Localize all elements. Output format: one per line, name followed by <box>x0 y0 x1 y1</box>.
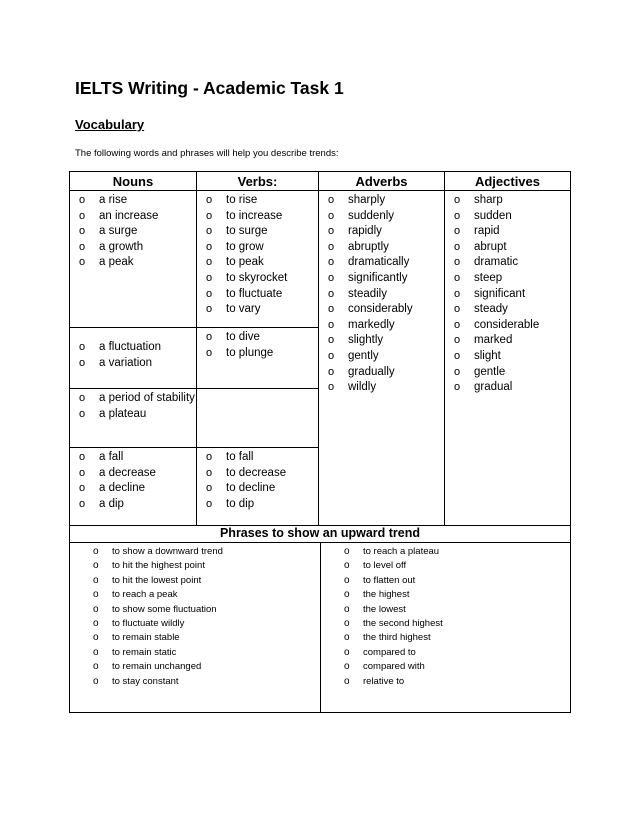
verbs-plunge-cell <box>197 328 319 389</box>
bullet-list <box>70 328 196 373</box>
bullet-list <box>70 448 196 514</box>
bullet-marker: o <box>206 497 213 510</box>
item-text: the third highest <box>363 632 431 644</box>
bullet-marker: o <box>344 546 350 557</box>
bullet-marker: o <box>206 209 213 222</box>
bullet-marker: o <box>93 661 99 673</box>
bullet-marker: o <box>454 381 461 394</box>
adjective-item <box>445 255 570 271</box>
item-text: to decline <box>226 482 276 495</box>
item-text: gently <box>348 349 379 362</box>
bullet-marker: o <box>454 303 461 316</box>
item-text: a peak <box>99 256 134 269</box>
bullet-marker: o <box>454 240 461 253</box>
item-text: a period of stability <box>99 392 195 404</box>
bullet-marker: o <box>328 381 335 394</box>
bullet-marker: o <box>454 334 461 347</box>
bullet-marker: o <box>344 618 350 630</box>
bullet-marker: o <box>328 318 335 331</box>
phrases-left-column <box>70 543 321 712</box>
bullet-marker: o <box>206 225 213 238</box>
noun-item <box>70 340 196 356</box>
item-text: compared to <box>363 646 416 658</box>
item-text: to dive <box>226 331 260 343</box>
bullet-marker: o <box>328 256 335 269</box>
item-text: a surge <box>99 225 138 238</box>
phrase-item <box>321 574 570 588</box>
bullet-marker: o <box>454 349 461 362</box>
bullet-marker: o <box>328 240 335 253</box>
phrase-item <box>321 675 570 689</box>
item-text: steady <box>474 303 508 316</box>
page-title: IELTS Writing - Academic Task 1 <box>75 78 344 98</box>
bullet-marker: o <box>206 451 213 463</box>
item-text: a fall <box>99 451 124 463</box>
item-text: to dip <box>226 497 255 510</box>
adjective-item <box>445 240 570 256</box>
item-text: rapid <box>474 225 500 238</box>
item-text: dramatically <box>348 256 410 269</box>
item-text: abrupt <box>474 240 507 253</box>
phrase-item <box>70 574 320 588</box>
bullet-marker: o <box>328 287 335 300</box>
item-text: to skyrocket <box>226 271 288 284</box>
bullet-marker: o <box>93 675 99 687</box>
item-text: the second highest <box>363 618 443 630</box>
item-text: considerable <box>474 318 540 331</box>
bullet-marker: o <box>454 194 461 206</box>
adjective-item <box>445 380 570 396</box>
noun-item <box>70 193 196 209</box>
noun-item <box>70 209 196 225</box>
item-text: the lowest <box>363 603 406 615</box>
bullet-marker: o <box>344 603 350 615</box>
bullet-marker: o <box>344 675 350 687</box>
bullet-marker: o <box>206 194 213 206</box>
item-text: to hit the lowest point <box>112 574 202 586</box>
phrase-item <box>70 631 320 645</box>
bullet-marker: o <box>79 392 86 404</box>
adjective-item <box>445 287 570 303</box>
verb-item <box>197 450 318 466</box>
item-text: to reach a plateau <box>363 546 440 557</box>
adverb-item <box>319 349 444 365</box>
item-text: a fluctuation <box>99 341 162 353</box>
adjective-item <box>445 224 570 240</box>
adjective-item <box>445 333 570 349</box>
adverb-item <box>319 193 444 209</box>
bullet-marker: o <box>79 225 86 238</box>
phrase-item <box>321 617 570 631</box>
item-text: a growth <box>99 240 144 253</box>
header-nouns: Nouns <box>70 172 197 191</box>
bullet-marker: o <box>328 194 335 206</box>
bullet-marker: o <box>454 365 461 378</box>
item-text: compared with <box>363 661 425 673</box>
item-text: a plateau <box>99 407 147 420</box>
noun-item <box>70 450 196 466</box>
adverb-item <box>319 209 444 225</box>
item-text: to hit the highest point <box>112 560 205 572</box>
verb-item <box>197 287 318 303</box>
bullet-marker: o <box>454 209 461 222</box>
verb-item <box>197 240 318 256</box>
verb-item <box>197 330 318 346</box>
vocabulary-table <box>69 171 571 713</box>
item-text: to plunge <box>226 346 274 359</box>
noun-item <box>70 240 196 256</box>
bullet-list <box>319 191 444 398</box>
adjective-item <box>445 193 570 209</box>
verb-item <box>197 255 318 271</box>
bullet-marker: o <box>454 271 461 284</box>
item-text: to grow <box>226 240 264 253</box>
bullet-marker: o <box>344 646 350 658</box>
noun-item <box>70 466 196 482</box>
adverb-item <box>319 380 444 396</box>
item-text: to fluctuate wildly <box>112 618 185 630</box>
phrase-item <box>321 603 570 617</box>
item-text: a variation <box>99 356 153 369</box>
item-text: sharply <box>348 194 386 206</box>
section-heading: Vocabulary <box>75 117 145 132</box>
verb-item <box>197 466 318 482</box>
item-text: a rise <box>99 194 128 206</box>
bullet-list <box>445 191 570 398</box>
adjective-item <box>445 302 570 318</box>
adjective-item <box>445 318 570 334</box>
intro-text: The following words and phrases will help you describe trends: <box>75 148 339 159</box>
item-text: to remain stable <box>112 632 180 644</box>
bullet-marker: o <box>79 407 86 420</box>
item-text: to stay constant <box>112 675 179 687</box>
bullet-marker: o <box>454 225 461 238</box>
adjective-item <box>445 209 570 225</box>
verb-item <box>197 497 318 513</box>
item-text: suddenly <box>348 209 395 222</box>
adverb-item <box>319 318 444 334</box>
verbs-empty-cell <box>197 389 319 448</box>
bullet-list <box>321 543 570 689</box>
phrases-right-column <box>321 543 570 712</box>
item-text: the highest <box>363 589 410 601</box>
verbs-rise-cell <box>197 191 319 328</box>
item-text: to reach a peak <box>112 589 178 601</box>
noun-item <box>70 356 196 372</box>
noun-item <box>70 255 196 271</box>
bullet-marker: o <box>454 318 461 331</box>
item-text: a dip <box>99 497 124 510</box>
item-text: to decrease <box>226 466 287 479</box>
item-text: an increase <box>99 209 159 222</box>
header-adjectives: Adjectives <box>445 172 571 191</box>
adjective-item <box>445 271 570 287</box>
nouns-fluctuation-cell <box>70 328 197 389</box>
bullet-marker: o <box>344 574 350 586</box>
bullet-list <box>70 543 320 689</box>
bullet-marker: o <box>206 256 213 269</box>
item-text: gradual <box>474 381 513 394</box>
verb-item <box>197 481 318 497</box>
noun-item <box>70 481 196 497</box>
bullet-marker: o <box>328 349 335 362</box>
bullet-marker: o <box>206 303 213 316</box>
item-text: to show a downward trend <box>112 546 223 557</box>
bullet-marker: o <box>93 589 99 601</box>
bullet-marker: o <box>454 287 461 300</box>
item-text: to peak <box>226 256 264 269</box>
bullet-marker: o <box>79 466 86 479</box>
phrase-item <box>321 660 570 674</box>
bullet-marker: o <box>328 209 335 222</box>
adverb-item <box>319 255 444 271</box>
adverb-item <box>319 271 444 287</box>
bullet-marker: o <box>79 240 86 253</box>
item-text: a decrease <box>99 466 156 479</box>
phrases-heading: Phrases to show an upward trend <box>70 526 571 543</box>
adverb-item <box>319 240 444 256</box>
item-text: significantly <box>348 271 408 284</box>
bullet-marker: o <box>206 482 213 495</box>
bullet-marker: o <box>79 209 86 222</box>
verb-item <box>197 193 318 209</box>
phrase-item <box>70 545 320 559</box>
bullet-list <box>197 448 318 514</box>
bullet-marker: o <box>328 303 335 316</box>
noun-item <box>70 224 196 240</box>
phrase-item <box>70 660 320 674</box>
bullet-marker: o <box>206 240 213 253</box>
noun-item <box>70 497 196 513</box>
item-text: to remain unchanged <box>112 661 202 673</box>
bullet-marker: o <box>344 589 350 601</box>
verbs-fall-cell <box>197 448 319 526</box>
bullet-marker: o <box>454 256 461 269</box>
bullet-marker: o <box>344 560 350 572</box>
adjective-item <box>445 365 570 381</box>
bullet-marker: o <box>79 451 86 463</box>
item-text: sudden <box>474 209 512 222</box>
item-text: to vary <box>226 303 261 316</box>
bullet-list <box>70 191 196 273</box>
item-text: to fall <box>226 451 254 463</box>
header-verbs: Verbs: <box>197 172 319 191</box>
bullet-marker: o <box>79 497 86 510</box>
item-text: gradually <box>348 365 395 378</box>
bullet-marker: o <box>328 271 335 284</box>
adverb-item <box>319 302 444 318</box>
adverbs-cell <box>319 191 445 526</box>
bullet-list <box>70 389 196 424</box>
item-text: to rise <box>226 194 258 206</box>
bullet-list <box>197 191 318 320</box>
bullet-marker: o <box>206 346 213 359</box>
item-text: steep <box>474 271 503 284</box>
verb-item <box>197 224 318 240</box>
item-text: gentle <box>474 365 506 378</box>
table-header-row <box>70 172 571 191</box>
item-text: rapidly <box>348 225 382 238</box>
adverb-item <box>319 333 444 349</box>
item-text: abruptly <box>348 240 389 253</box>
adverb-item <box>319 365 444 381</box>
bullet-marker: o <box>79 356 86 369</box>
phrase-item <box>321 588 570 602</box>
item-text: marked <box>474 334 513 347</box>
item-text: sharp <box>474 194 503 206</box>
bullet-marker: o <box>344 632 350 644</box>
item-text: considerably <box>348 303 413 316</box>
item-text: wildly <box>348 381 377 394</box>
adjective-item <box>445 349 570 365</box>
bullet-marker: o <box>93 574 99 586</box>
adverb-item <box>319 224 444 240</box>
nouns-stability-cell <box>70 389 197 448</box>
phrases-cell <box>70 543 571 713</box>
nouns-rise-cell <box>70 191 197 328</box>
bullet-marker: o <box>328 334 335 347</box>
bullet-list <box>197 328 318 363</box>
item-text: a decline <box>99 482 146 495</box>
bullet-marker: o <box>93 546 99 557</box>
verb-item <box>197 209 318 225</box>
adjectives-cell <box>445 191 571 526</box>
verb-item <box>197 346 318 362</box>
bullet-marker: o <box>206 466 213 479</box>
phrase-item <box>70 588 320 602</box>
phrase-item <box>321 646 570 660</box>
item-text: markedly <box>348 318 395 331</box>
bullet-marker: o <box>79 256 86 269</box>
item-text: to fluctuate <box>226 287 283 300</box>
phrase-item <box>70 646 320 660</box>
bullet-marker: o <box>206 287 213 300</box>
bullet-marker: o <box>93 632 99 644</box>
bullet-marker: o <box>79 482 86 495</box>
item-text: to increase <box>226 209 283 222</box>
nouns-fall-cell <box>70 448 197 526</box>
bullet-marker: o <box>79 341 86 353</box>
phrase-item <box>321 545 570 559</box>
adverb-item <box>319 287 444 303</box>
bullet-marker: o <box>93 603 99 615</box>
item-text: to level off <box>363 560 407 572</box>
bullet-marker: o <box>93 560 99 572</box>
phrase-item <box>70 617 320 631</box>
phrase-item <box>321 631 570 645</box>
phrase-item <box>321 559 570 573</box>
bullet-marker: o <box>328 365 335 378</box>
item-text: to remain static <box>112 646 177 658</box>
item-text: to flatten out <box>363 574 416 586</box>
item-text: significant <box>474 287 526 300</box>
bullet-marker: o <box>93 618 99 630</box>
noun-item <box>70 391 196 407</box>
phrase-item <box>70 559 320 573</box>
item-text: steadily <box>348 287 387 300</box>
bullet-marker: o <box>328 225 335 238</box>
bullet-marker: o <box>93 646 99 658</box>
item-text: dramatic <box>474 256 519 269</box>
bullet-marker: o <box>206 271 213 284</box>
verb-item <box>197 302 318 318</box>
verb-item <box>197 271 318 287</box>
bullet-marker: o <box>344 661 350 673</box>
phrase-item <box>70 603 320 617</box>
item-text: relative to <box>363 675 405 687</box>
bullet-marker: o <box>206 331 213 343</box>
noun-item <box>70 407 196 423</box>
bullet-marker: o <box>79 194 86 206</box>
header-adverbs: Adverbs <box>319 172 445 191</box>
item-text: to surge <box>226 225 268 238</box>
item-text: slight <box>474 349 501 362</box>
phrase-item <box>70 675 320 689</box>
item-text: to show some fluctuation <box>112 603 217 615</box>
item-text: slightly <box>348 334 384 347</box>
